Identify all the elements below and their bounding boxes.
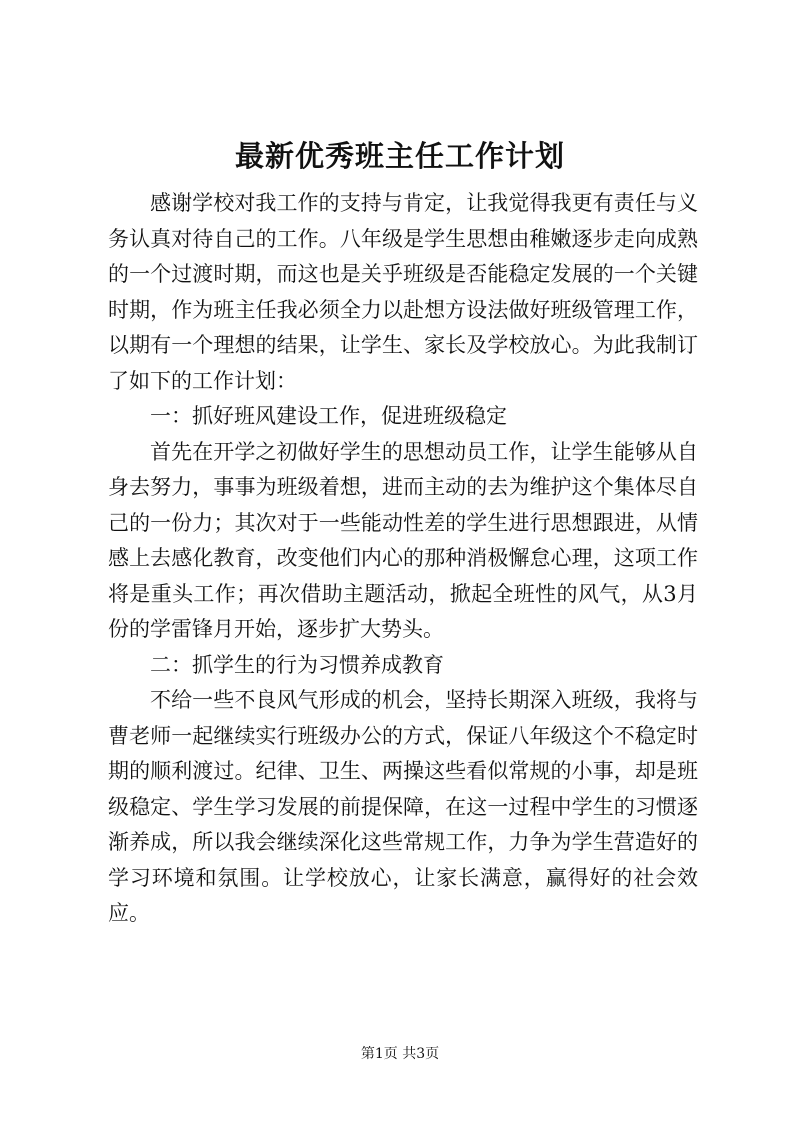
document-body bbox=[108, 186, 698, 932]
section-heading-1: 一：抓好班风建设工作，促进班级稳定 bbox=[150, 404, 507, 428]
page-footer: 第1页 共3页 bbox=[360, 1046, 440, 1062]
paragraph-section-2: 不给一些不良风气形成的机会，坚持长期深入班级，我将与曹老师一起继续实行班级办公的方式，保证八年级这个不稳定时期的顺利渡过。纪律、卫生、两操这些看似常规的小事，却是班级稳定、学生学习发展的前提保障，在这一过程中学生的习惯逐渐养成，所以我会继续深化这些常规工作，力争为学生营造好的学习环境和氛围。让学校放心，让家长满意，赢得好的社会效应。 bbox=[108, 688, 698, 925]
paragraph-intro: 感谢学校对我工作的支持与肯定，让我觉得我更有责任与义务认真对待自己的工作。八年级是学生思想由稚嫩逐步走向成熟的一个过渡时期，而这也是关乎班级是否能稳定发展的一个关键时期，作为班主任我必须全力以赴想方设法做好班级管理工作，以期有一个理想的结果，让学生、家长及学校放心。为此我制订了如下的工作计划： bbox=[108, 191, 698, 393]
section-heading-2: 二：抓学生的行为习惯养成教育 bbox=[150, 652, 444, 677]
page-title: 最新优秀班主任工作计划 bbox=[234, 139, 565, 173]
paragraph-section-1: 首先在开学之初做好学生的思想动员工作，让学生能够从自身去努力，事事为班级着想，进而主动的去为维护这个集体尽自己的一份力；其次对于一些能动性差的学生进行思想跟进，从情感上去感化教育，改变他们内心的那种消极懈怠心理，这项工作将是重头工作；再次借助主题活动，掀起全班性的风气，从3月份的学雷锋月开始，逐步扩大势头。 bbox=[108, 439, 698, 641]
